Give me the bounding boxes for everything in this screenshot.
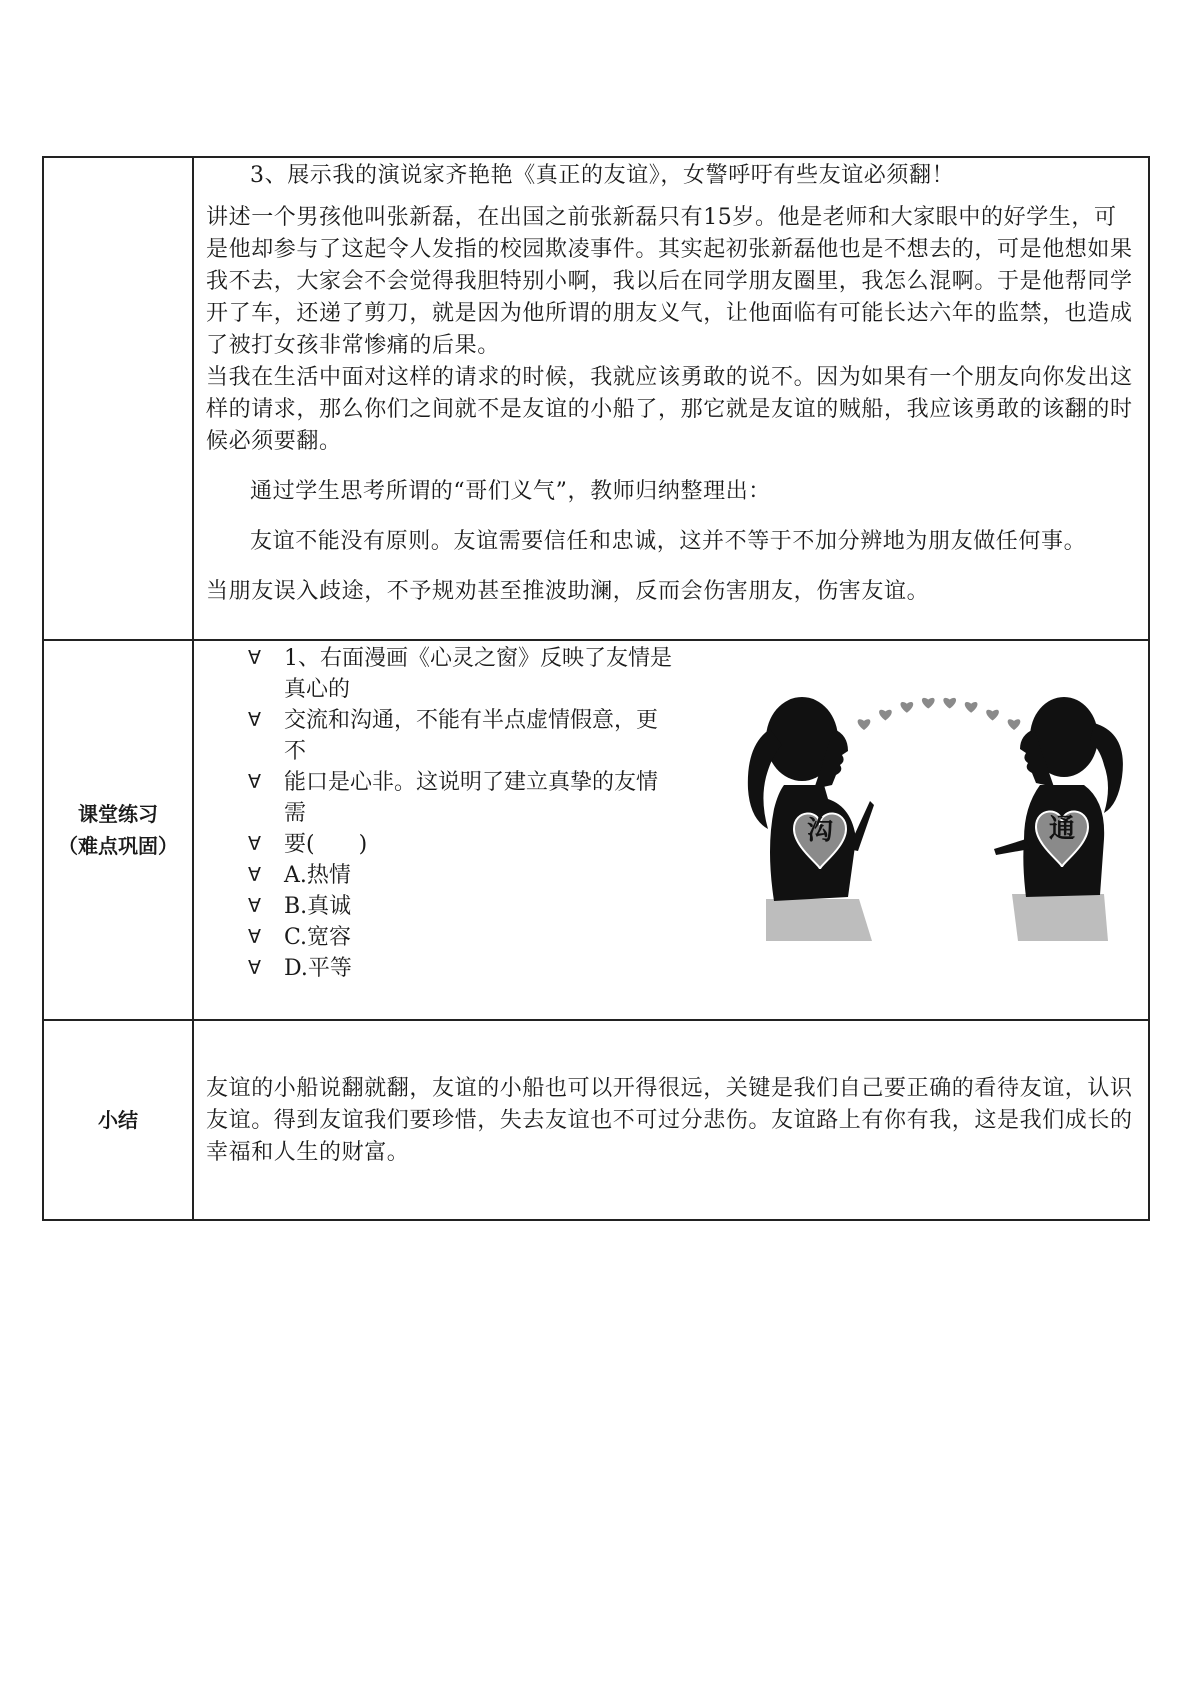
summary-content-cell bbox=[193, 1020, 1149, 1220]
exercise-sublabel: （难点巩固） bbox=[58, 834, 178, 858]
question-text: 能口是心非。这说明了建立真挚的友情需 bbox=[284, 770, 659, 826]
small-heart-icon bbox=[879, 710, 892, 721]
bullet-icon: ∀ bbox=[248, 926, 261, 948]
question-text: 要( ) bbox=[284, 832, 368, 857]
activity-heading: 3、展示我的演说家齐艳艳《真正的友谊》，女警呼吁有些友谊必须翻！ bbox=[250, 163, 955, 188]
small-heart-icon bbox=[965, 702, 978, 713]
table-row-activity bbox=[43, 157, 1149, 640]
question-list-item bbox=[248, 705, 678, 767]
right-heart-char: 通 bbox=[1048, 814, 1076, 844]
activity-content-cell bbox=[193, 157, 1149, 640]
left-heart-char: 沟 bbox=[806, 816, 834, 846]
left-desk-shape bbox=[766, 899, 872, 941]
question-list-item bbox=[248, 829, 678, 860]
exercise-label-cell bbox=[43, 640, 193, 1020]
bullet-icon: ∀ bbox=[248, 709, 261, 731]
question-list-item bbox=[248, 953, 678, 984]
principle-text: 友谊不能没有原则。友谊需要信任和忠诚，这并不等于不加分辨地为朋友做任何事。 bbox=[250, 529, 1087, 554]
bullet-icon: ∀ bbox=[248, 647, 261, 669]
bullet-icon: ∀ bbox=[248, 895, 261, 917]
question-text: 交流和沟通，不能有半点虚情假意，更不 bbox=[284, 708, 659, 764]
question-text: D.平等 bbox=[284, 956, 352, 981]
small-heart-icon bbox=[901, 702, 914, 713]
exercise-label: 课堂练习 bbox=[78, 802, 158, 826]
exercise-content-cell bbox=[193, 640, 1149, 1020]
question-text: C.宽容 bbox=[284, 925, 352, 950]
bullet-icon: ∀ bbox=[248, 771, 261, 793]
small-heart-icon bbox=[986, 710, 999, 721]
question-list-item bbox=[248, 767, 678, 829]
teacher-intro: 通过学生思考所谓的“哥们义气”，教师归纳整理出： bbox=[250, 479, 771, 504]
question-text: A.热情 bbox=[284, 863, 351, 888]
table-row-exercise bbox=[43, 640, 1149, 1020]
conclusion-text: 当朋友误入歧途，不予规劝甚至推波助澜，反而会伤害朋友，伤害友谊。 bbox=[206, 579, 930, 604]
story-paragraph: 讲述一个男孩他叫张新磊，在出国之前张新磊只有15岁。他是老师和大家眼中的好学生，可是他却参与了这起令人发指的校园欺凌事件。其实起初张新磊他也是不想去的，可是他想如果我不去，大家会不会觉得我胆特别小啊，我以后在同学朋友圈里，我怎么混啊。于是他帮同学开了车，还递了剪刀，就是因为他所谓的朋友义气，让他面临有可能长达六年的监禁，也造成了被打女孩非常惨痛的后果。 bbox=[206, 205, 1133, 358]
lesson-table bbox=[42, 156, 1150, 1221]
bullet-icon: ∀ bbox=[248, 833, 261, 855]
table-row-summary bbox=[43, 1020, 1149, 1220]
question-text: B.真诚 bbox=[284, 894, 352, 919]
small-heart-icon bbox=[943, 698, 956, 709]
right-desk-shape bbox=[1012, 894, 1108, 941]
question-list-item bbox=[248, 891, 678, 922]
question-list bbox=[248, 643, 678, 984]
story-paragraph-2: 当我在生活中面对这样的请求的时候，我就应该勇敢的说不。因为如果有一个朋友向你发出这样的请求，那么你们之间就不是友谊的小船了，那它就是友谊的贼船，我应该勇敢的该翻的时候必须要翻。 bbox=[206, 365, 1133, 454]
small-heart-icon bbox=[922, 698, 935, 709]
summary-label-cell bbox=[43, 1020, 193, 1220]
summary-label: 小结 bbox=[98, 1108, 138, 1132]
question-text: 1、右面漫画《心灵之窗》反映了友情是真心的 bbox=[284, 646, 672, 702]
left-girl-silhouette-icon bbox=[748, 697, 874, 901]
bullet-icon: ∀ bbox=[248, 957, 261, 979]
question-list-item bbox=[248, 643, 678, 705]
cartoon-window-of-heart bbox=[744, 689, 1134, 949]
empty-label-cell bbox=[43, 157, 193, 640]
question-list-item bbox=[248, 922, 678, 953]
hearts-arc-icon bbox=[858, 698, 1021, 730]
small-heart-icon bbox=[858, 719, 871, 730]
small-heart-icon bbox=[1008, 719, 1021, 730]
summary-text: 友谊的小船说翻就翻，友谊的小船也可以开得很远，关键是我们自己要正确的看待友谊，认识友谊。得到友谊我们要珍惜，失去友谊也不可过分悲伤。友谊路上有你有我，这是我们成长的幸福和人生的财富。 bbox=[206, 1076, 1133, 1165]
bullet-icon: ∀ bbox=[248, 864, 261, 886]
question-list-item bbox=[248, 860, 678, 891]
